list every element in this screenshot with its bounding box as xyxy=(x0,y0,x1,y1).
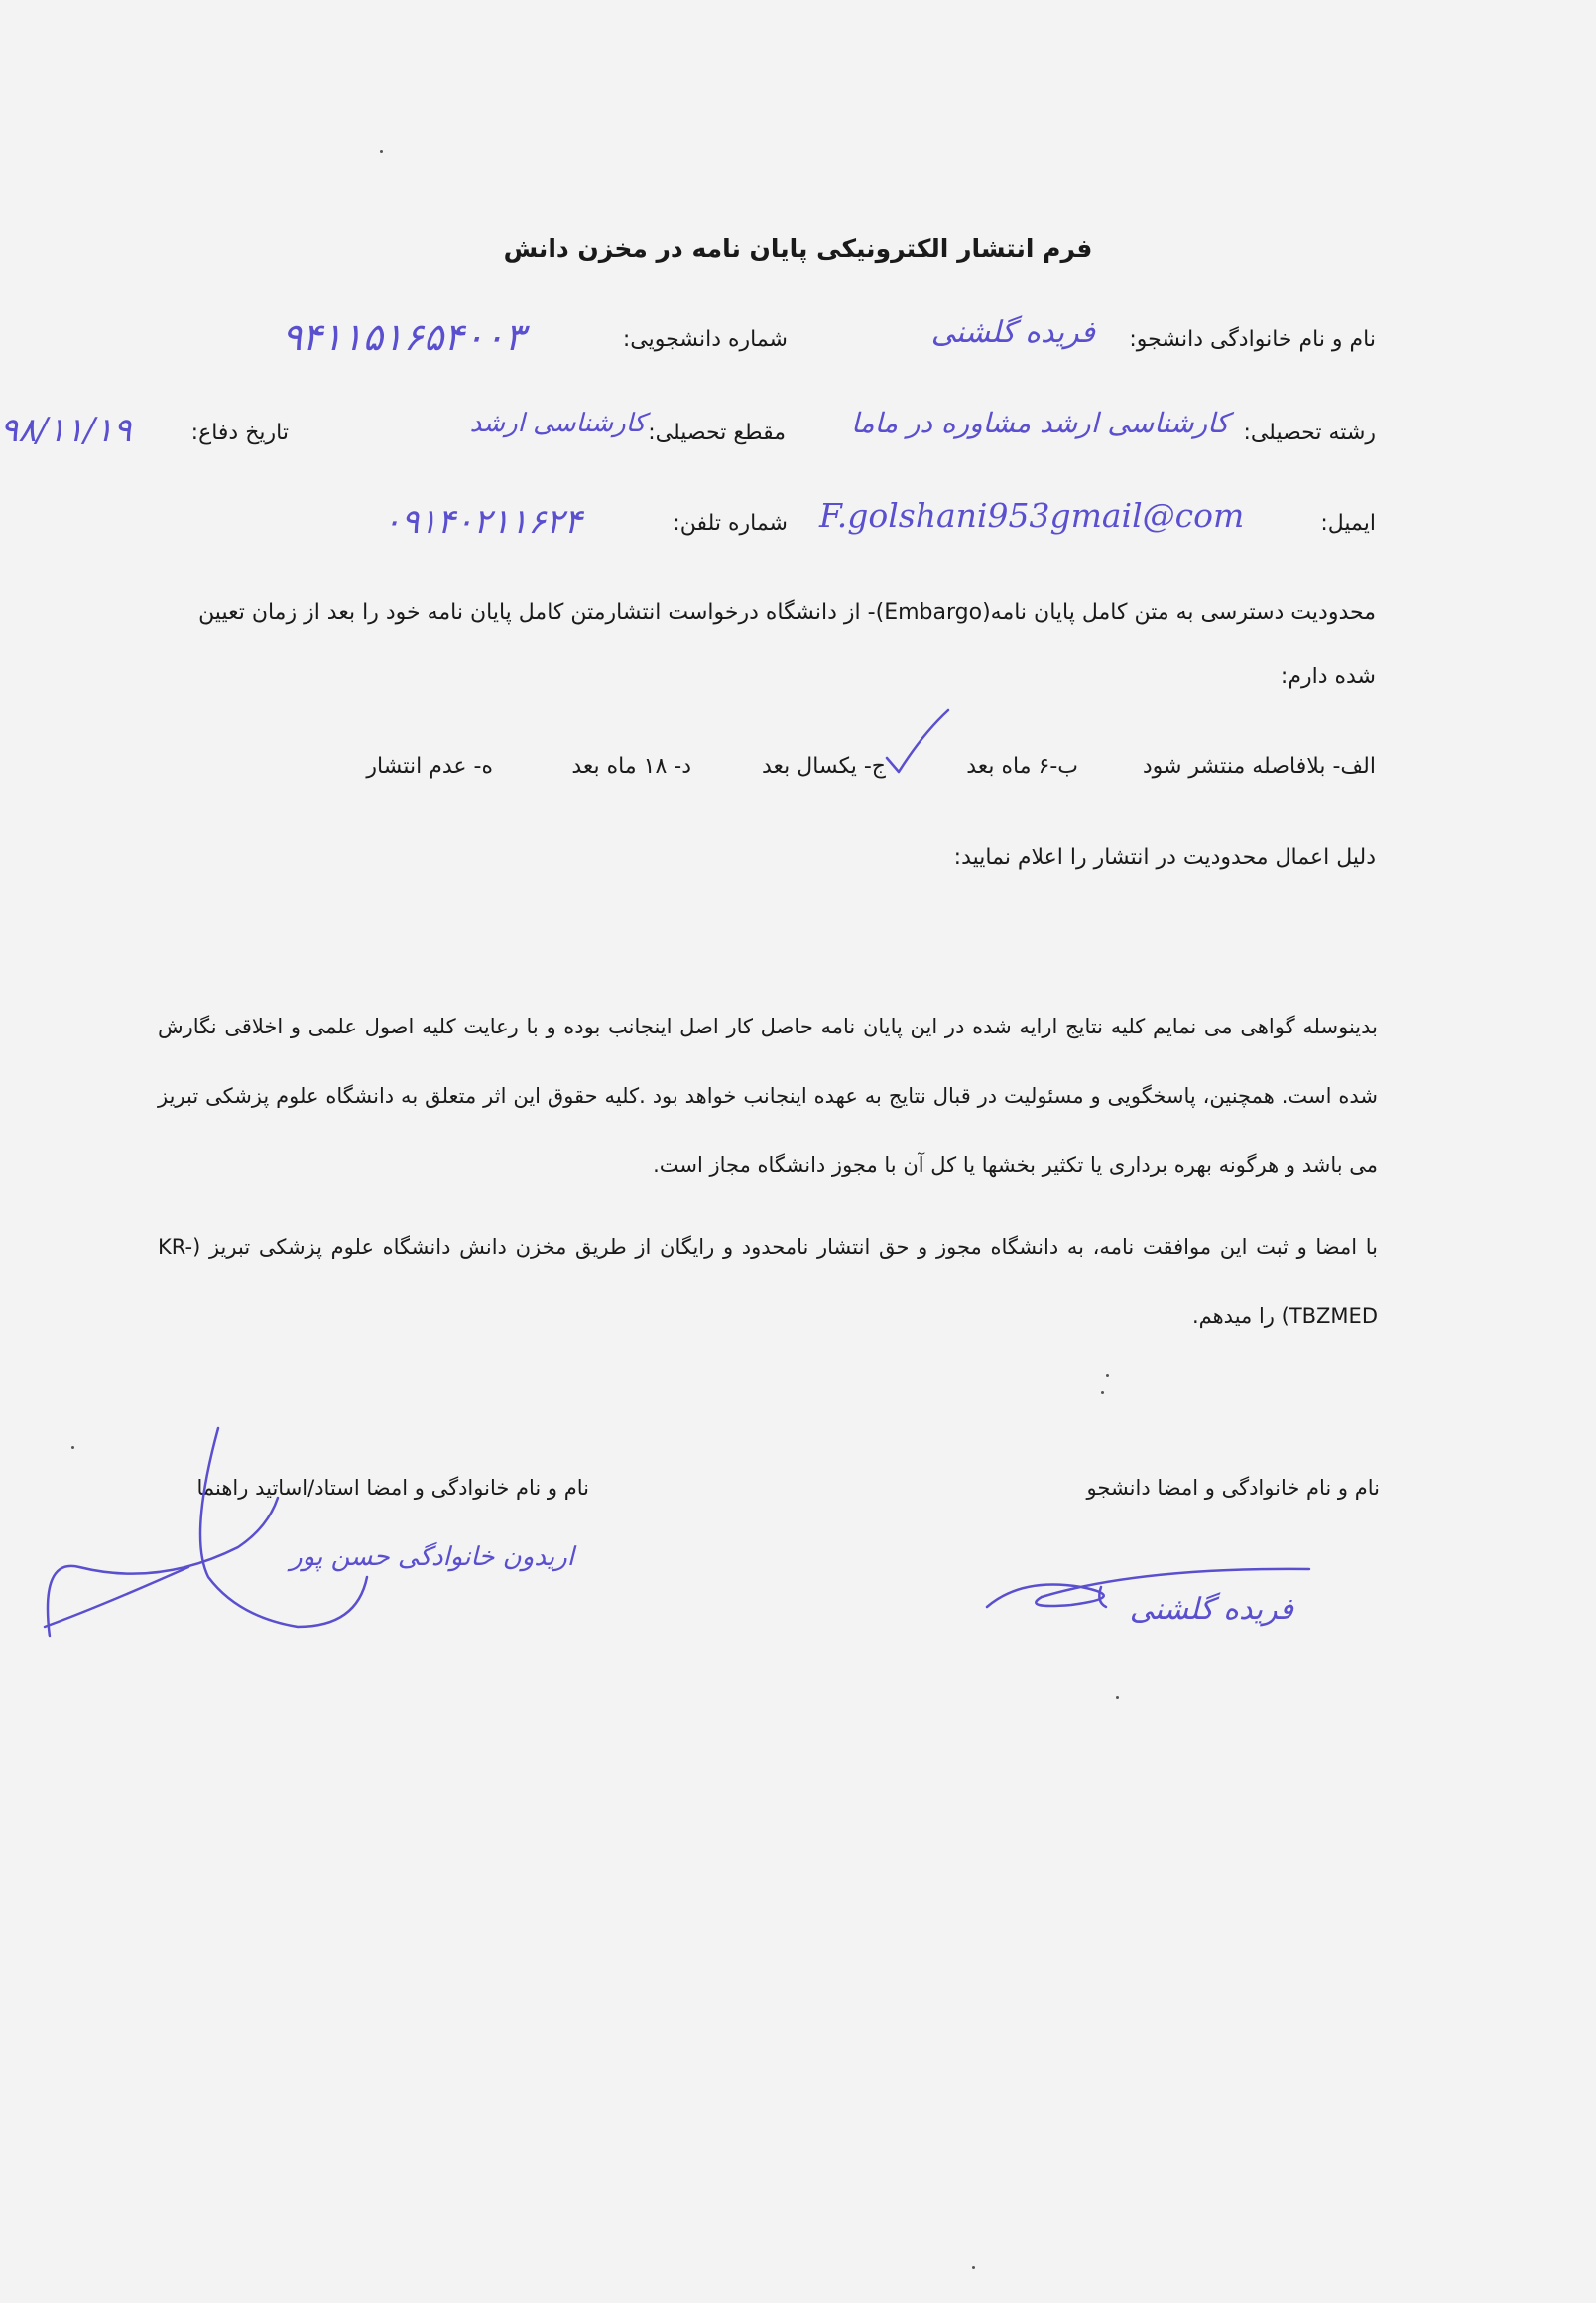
scan-speck xyxy=(972,2266,975,2269)
scan-speck xyxy=(1101,1391,1104,1394)
defense-date-label: تاریخ دفاع: xyxy=(190,421,289,445)
selected-check-icon xyxy=(883,704,952,784)
scan-speck xyxy=(71,1446,74,1449)
student-id-label: شماره دانشجویی: xyxy=(622,327,788,352)
field-value: کارشناسی ارشد مشاوره در ماما xyxy=(851,407,1229,439)
embargo-text-line1: محدودیت دسترسی به متن کامل پایان نامه(Embargo)- از دانشگاه درخواست انتشارمتن کامل پایان نامه خود را بعد از زمان تعیین xyxy=(198,600,1376,625)
form-title: فرم انتشار الکترونیکی پایان نامه در مخزن دانش xyxy=(503,234,1093,263)
student-handwritten-name: فریده گلشنی xyxy=(1129,1592,1293,1627)
defense-date-value: ۹۸/۱۱/۱۹ xyxy=(0,411,132,450)
email-value: F.golshani953gmail@com xyxy=(819,496,1245,535)
advisor-signature-label: نام و نام خانوادگی و امضا استاد/اساتید راهنما xyxy=(196,1476,589,1500)
advisor-signature-icon xyxy=(40,1418,397,1656)
phone-label: شماره تلفن: xyxy=(673,511,788,536)
scan-speck xyxy=(380,150,383,153)
email-label: ایمیل: xyxy=(1320,511,1376,536)
option-immediate[interactable]: الف- بلافاصله منتشر شود xyxy=(1142,754,1376,779)
declaration-paragraph: بدینوسله گواهی می نمایم کلیه نتایج ارایه شده در این پایان نامه حاصل کار اصل اینجانب بوده و با رعایت کلیه اصول علمی و اخلاقی نگارش شده است. همچنین، پاسخگویی و مسئولیت در قبال نتایج به عهده اینجانب خواهد بود .کلیه حقوق این اثر متعلق به دانشگاه علوم پزشکی تبریز می باشد و هرگونه بهره برداری یا تکثیر بخشها یا کل آن با مجوز دانشگاه مجاز است. xyxy=(158,1015,1378,1177)
option-no-publish[interactable]: ه- عدم انتشار xyxy=(366,754,493,779)
embargo-text-line2: شده دارم: xyxy=(1280,665,1376,689)
student-name-value: فریده گلشنی xyxy=(930,315,1095,350)
consent-paragraph: با امضا و ثبت این موافقت نامه، به دانشگاه مجوز و حق انتشار نامحدود و رایگان از طریق مخزن دانش دانشگاه علوم پزشکی تبریز (KR-TBZMED) را میدهم. xyxy=(158,1235,1378,1328)
option-18-months[interactable]: د- ۱۸ ماه بعد xyxy=(571,754,691,779)
student-signature-label: نام و نام خانوادگی و امضا دانشجو xyxy=(1086,1476,1380,1500)
scan-speck xyxy=(1116,1696,1119,1699)
reason-prompt: دلیل اعمال محدودیت در انتشار را اعلام نمایید: xyxy=(953,845,1376,870)
phone-value: ۰۹۱۴۰۲۱۱۶۲۴ xyxy=(383,502,582,542)
field-label: رشته تحصیلی: xyxy=(1243,421,1376,445)
option-1-year[interactable]: ج- یکسال بعد xyxy=(762,754,886,779)
student-id-value: ۹۴۱۱۵۱۶۵۴۰۰۳ xyxy=(282,315,525,359)
student-name-label: نام و نام خانوادگی دانشجو: xyxy=(1129,327,1376,352)
advisor-handwritten-name: اریدون خانوادگی حسن پور xyxy=(290,1542,574,1572)
student-signature-icon xyxy=(982,1547,1319,1627)
degree-value: کارشناسی ارشد xyxy=(469,409,646,438)
option-6-months[interactable]: ب-۶ ماه بعد xyxy=(966,754,1078,779)
degree-label: مقطع تحصیلی: xyxy=(648,421,786,445)
scan-speck xyxy=(1106,1374,1109,1377)
